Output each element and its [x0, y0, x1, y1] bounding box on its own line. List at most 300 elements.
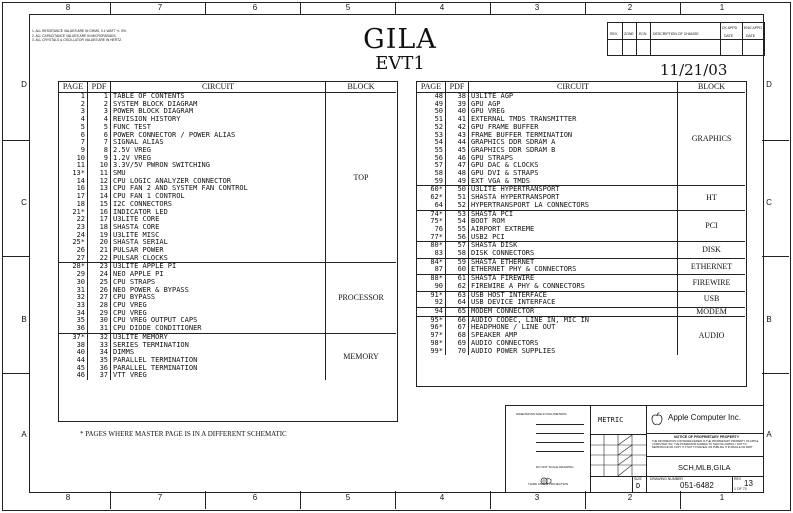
date2-col-label: DATE	[746, 34, 756, 38]
notice-text: THE INFORMATION CONTAINED HEREIN IS THE PROPRIETARY PROPERTY OF APPLE COMPUTER, INC. THE POSSESSOR AGREES TO THE FOLLOWING: I NOT TO REPRODUCE OR COPY IT II NOT TO REVEAL OR PUBLISH IT IN WHOLE OR PART	[652, 440, 759, 449]
page-number: 30	[59, 279, 88, 287]
page-number: 84*	[417, 258, 446, 266]
circuit-name: GPU STRAPS	[469, 155, 678, 163]
pdf-number: 56	[446, 234, 469, 242]
zone-col: 3	[534, 493, 540, 502]
pdf-number: 26	[88, 287, 111, 295]
page-number: 46	[59, 372, 88, 380]
page-number: 92	[417, 299, 446, 307]
page-number: 26	[59, 247, 88, 255]
desc-col-label: DESCRIPTION OF CHANGE	[653, 32, 699, 36]
circuit-name: USB DEVICE INTERFACE	[469, 299, 678, 307]
pdf-number: 46	[446, 155, 469, 163]
pdf-number: 43	[446, 132, 469, 140]
ecn-col-label: ECN	[639, 32, 647, 36]
pdf-number: 35	[88, 357, 111, 365]
pdf-number: 65	[446, 307, 469, 316]
page-header: PAGE	[417, 82, 446, 93]
footnote: * PAGES WHERE MASTER PAGE IS IN A DIFFERENT SCHEMATIC	[80, 430, 287, 438]
toc-row	[417, 210, 745, 218]
circuit-name: PARALLEL TERMINATION	[111, 365, 326, 373]
drawing-title: SCH,MLB,GILA	[678, 463, 731, 472]
pdf-number: 50	[446, 186, 469, 194]
page-number: 23	[59, 224, 88, 232]
page-number: 1	[59, 93, 88, 101]
circuit-name: CPU VREG	[111, 310, 326, 318]
pdf-number: 10	[88, 162, 111, 170]
revision-block	[607, 22, 765, 56]
circuit-name: PULSAR POWER	[111, 247, 326, 255]
page-number: 11	[59, 162, 88, 170]
pdf-number: 49	[446, 178, 469, 186]
circuit-name: TABLE OF CONTENTS	[111, 93, 326, 101]
block-name: GRAPHICS	[691, 134, 732, 144]
zone-col: 8	[65, 493, 71, 502]
circuit-name: AUDIO CODEC, LINE IN, MIC IN	[469, 316, 678, 324]
note-line: 1. ALL RESISTANCE VALUES ARE IN OHMS, 0.1 WATT +/- 5%.	[32, 29, 127, 33]
pdf-number: 53	[446, 210, 469, 218]
circuit-name: CPU DIODE CONDITIONER	[111, 325, 326, 333]
block-name: USB	[678, 291, 746, 307]
zone-row: D	[21, 80, 27, 89]
pdf-number: 24	[88, 271, 111, 279]
page-number: 94	[417, 307, 446, 316]
circuit-name: PARALLEL TERMINATION	[111, 357, 326, 365]
apple-logo-icon	[651, 410, 663, 423]
pdf-number: 69	[446, 340, 469, 348]
pdf-number: 48	[446, 170, 469, 178]
pdf-number: 12	[88, 178, 111, 186]
circuit-name: GRAPHICS DDR SDRAM B	[469, 147, 678, 155]
pdf-number: 8	[88, 147, 111, 155]
page-number: 40	[59, 349, 88, 357]
page-number: 9	[59, 147, 88, 155]
pdf-number: 11	[88, 170, 111, 178]
zone-col: 7	[157, 493, 163, 502]
notice-title: NOTICE OF PROPRIETARY PROPERTY	[674, 435, 740, 439]
pdf-number: 13	[88, 185, 111, 193]
page-number: 56	[417, 155, 446, 163]
page-number: 36	[59, 325, 88, 333]
circuit-name: AUDIO POWER SUPPLIES	[469, 348, 678, 356]
circuit-name: FIREWIRE A PHY & CONNECTORS	[469, 283, 678, 291]
pdf-number: 2	[88, 101, 111, 109]
pdf-number: 14	[88, 193, 111, 201]
page-number: 62*	[417, 194, 446, 202]
circuit-name: SHASTA ETHERNET	[469, 258, 678, 266]
pdf-number: 37	[88, 372, 111, 380]
page-number: 33	[59, 302, 88, 310]
pdf-header: PDF	[446, 82, 469, 93]
pdf-number: 19	[88, 232, 111, 240]
page-number: 58	[417, 170, 446, 178]
circuit-name: 3.3V/5V PWRON SWITCHING	[111, 162, 326, 170]
circuit-name: SHASTA HYPERTRANSPORT	[469, 194, 678, 202]
page-number: 27	[59, 255, 88, 263]
page-number: 59	[417, 178, 446, 186]
pdf-number: 67	[446, 324, 469, 332]
page-number: 35	[59, 317, 88, 325]
page-number: 44	[59, 357, 88, 365]
page-number: 90	[417, 283, 446, 291]
page-number: 53	[417, 132, 446, 140]
zone-col-label: ZONE	[624, 32, 634, 36]
page-number: 74*	[417, 210, 446, 218]
circuit-name: SHASTA FIREWIRE	[469, 275, 678, 283]
pdf-number: 16	[88, 209, 111, 217]
page-number: 50	[417, 108, 446, 116]
pdf-number: 1	[88, 93, 111, 101]
page-number: 99*	[417, 348, 446, 356]
pdf-number: 57	[446, 242, 469, 250]
circuit-name: USB HOST INTERFACE	[469, 291, 678, 299]
drawing-number-label: DRAWING NUMBER	[650, 477, 683, 481]
pdf-number: 33	[88, 342, 111, 350]
circuit-name: SERIES TERMINATION	[111, 342, 326, 350]
pdf-number: 66	[446, 316, 469, 324]
pdf-number: 38	[446, 93, 469, 101]
block-name: FIREWIRE	[678, 275, 746, 291]
circuit-name: FUNC TEST	[111, 124, 326, 132]
zone-row: B	[21, 315, 27, 324]
pdf-number: 18	[88, 224, 111, 232]
circuit-name: NEO APPLE PI	[111, 271, 326, 279]
zone-row: D	[766, 80, 772, 89]
pdf-number: 30	[88, 317, 111, 325]
pdf-number: 47	[446, 162, 469, 170]
circuit-name: SHASTA DISK	[469, 242, 678, 250]
circuit-name: BOOT ROM	[469, 218, 678, 226]
circuit-name: SHASTA SERIAL	[111, 239, 326, 247]
toc-row	[417, 186, 745, 194]
block-name: MODEM	[678, 307, 746, 316]
zone-col: 2	[627, 493, 633, 502]
page-number: 51	[417, 116, 446, 124]
circuit-name: DIMMS	[111, 349, 326, 357]
page-title: GILA	[363, 24, 437, 55]
pdf-number: 31	[88, 325, 111, 333]
pdf-number: 51	[446, 194, 469, 202]
page-number: 29	[59, 271, 88, 279]
pdf-number: 15	[88, 201, 111, 209]
page-number: 14	[59, 178, 88, 186]
pdf-number: 44	[446, 139, 469, 147]
pdf-number: 21	[88, 247, 111, 255]
block-name: AUDIO	[678, 316, 746, 355]
zone-col: 4	[439, 493, 445, 502]
company-name: Apple Computer Inc.	[668, 413, 741, 422]
page-number: 95*	[417, 316, 446, 324]
circuit-name: 2.5V VREG	[111, 147, 326, 155]
ck-col-label: CK APPD	[722, 26, 738, 30]
sheet-info: 1 OF 70	[734, 487, 747, 491]
page-number: 88*	[417, 275, 446, 283]
pdf-header: PDF	[88, 82, 111, 93]
page-number: 24	[59, 232, 88, 240]
zone-row: B	[766, 315, 772, 324]
pdf-number: 9	[88, 155, 111, 163]
page-number: 7	[59, 139, 88, 147]
block-header: BLOCK	[678, 82, 746, 93]
block-name: DISK	[678, 242, 746, 258]
finish-grid	[590, 435, 646, 476]
page-number: 75*	[417, 218, 446, 226]
circuit-name: MODEM CONNECTOR	[469, 307, 678, 316]
page-number: 49	[417, 101, 446, 109]
pdf-number: 45	[446, 147, 469, 155]
third-angle-icon	[540, 470, 552, 478]
pdf-number: 52	[446, 202, 469, 210]
page-number: 38	[59, 342, 88, 350]
pdf-number: 28	[88, 302, 111, 310]
circuit-name: CPU VREG	[111, 302, 326, 310]
left-toc-table	[59, 82, 396, 380]
page-number: 22	[59, 216, 88, 224]
zone-row: A	[766, 430, 772, 439]
size-value: D	[636, 482, 641, 490]
circuit-name: INDICATOR LED	[111, 209, 326, 217]
circuit-name: FRAME BUFFER TERMINATION	[469, 132, 678, 140]
pdf-number: 58	[446, 250, 469, 258]
pdf-number: 63	[446, 291, 469, 299]
right-toc-table	[417, 82, 745, 355]
circuit-name: AIRPORT EXTREME	[469, 226, 678, 234]
page-number: 64	[417, 202, 446, 210]
page-number: 77*	[417, 234, 446, 242]
circuit-name: CPU LOGIC ANALYZER CONNECTOR	[111, 178, 326, 186]
page-number: 55	[417, 147, 446, 155]
page-number: 18	[59, 201, 88, 209]
zone-col: 4	[439, 3, 445, 12]
circuit-name: EXT VGA & TMDS	[469, 178, 678, 186]
page-header: PAGE	[59, 82, 88, 93]
circuit-name: DISK CONNECTORS	[469, 250, 678, 258]
circuit-name: GPU FRAME BUFFER	[469, 124, 678, 132]
circuit-name: U3LITE MEMORY	[111, 333, 326, 341]
toc-row	[59, 333, 396, 341]
page-number: 91*	[417, 291, 446, 299]
circuit-name: CPU FAN 1 CONTROL	[111, 193, 326, 201]
zone-col: 3	[534, 3, 540, 12]
page-number: 34	[59, 310, 88, 318]
page-number: 17	[59, 193, 88, 201]
page-number: 87	[417, 266, 446, 274]
pdf-number: 42	[446, 124, 469, 132]
tolerances-label: DIMENSIONS ARE IN MILLIMETERS	[516, 412, 567, 416]
eng-col-label: ENG APPD	[744, 26, 762, 30]
page-number: 10	[59, 155, 88, 163]
do-not-scale: DO NOT SCALE DRAWING	[536, 465, 574, 469]
pdf-number: 62	[446, 283, 469, 291]
circuit-name: SYSTEM BLOCK DIAGRAM	[111, 101, 326, 109]
page-number: 76	[417, 226, 446, 234]
pdf-number: 6	[88, 132, 111, 140]
page-number: 5	[59, 124, 88, 132]
drawing-date: 11/21/03	[660, 61, 728, 79]
toc-row	[417, 291, 745, 299]
pdf-number: 3	[88, 108, 111, 116]
pdf-number: 59	[446, 258, 469, 266]
size-label: SIZE	[634, 477, 642, 481]
page-number: 21*	[59, 209, 88, 217]
rev-label: REV	[734, 477, 742, 481]
page-number: 97*	[417, 332, 446, 340]
page-number: 3	[59, 108, 88, 116]
zone-col: 6	[252, 3, 258, 12]
circuit-name: GPU DAC & CLOCKS	[469, 162, 678, 170]
toc-row	[417, 307, 745, 316]
circuit-name: GPU VREG	[469, 108, 678, 116]
toc-row	[417, 258, 745, 266]
circuit-name: SHASTA PCI	[469, 210, 678, 218]
pdf-number: 22	[88, 255, 111, 263]
page-number: 6	[59, 132, 88, 140]
pdf-number: 27	[88, 294, 111, 302]
circuit-name: I2C CONNECTORS	[111, 201, 326, 209]
page-number: 32	[59, 294, 88, 302]
zone-col: 2	[627, 3, 633, 12]
pdf-number: 5	[88, 124, 111, 132]
circuit-name: ETHERNET PHY & CONNECTORS	[469, 266, 678, 274]
pdf-number: 17	[88, 216, 111, 224]
circuit-name: HEADPHONE / LINE OUT	[469, 324, 678, 332]
third-angle-label: THIRD ANGLE PROJECTION	[528, 482, 569, 486]
circuit-name: VTT VREG	[111, 372, 326, 380]
block-name: TOP	[353, 172, 369, 182]
zone-col: 1	[719, 493, 725, 502]
zone-col: 6	[252, 493, 258, 502]
circuit-name: USB2 PCI	[469, 234, 678, 242]
circuit-name: GRAPHICS DDR SDRAM A	[469, 139, 678, 147]
page-number: 28*	[59, 263, 88, 271]
circuit-name: SHASTA CORE	[111, 224, 326, 232]
circuit-name: POWER CONNECTOR / POWER ALIAS	[111, 132, 326, 140]
date-col-label: DATE	[724, 34, 734, 38]
page-number: 98*	[417, 340, 446, 348]
toc-row	[417, 316, 745, 324]
block-name: ETHERNET	[678, 258, 746, 274]
page-number: 54	[417, 139, 446, 147]
circuit-name: CPU FAN 2 AND SYSTEM FAN CONTROL	[111, 185, 326, 193]
circuit-name: NEO POWER & BYPASS	[111, 287, 326, 295]
zone-row: C	[21, 198, 27, 207]
pdf-number: 68	[446, 332, 469, 340]
pdf-number: 23	[88, 263, 111, 271]
toc-row	[59, 263, 396, 271]
pdf-number: 61	[446, 275, 469, 283]
circuit-name: U3LITE HYPERTRANSPORT	[469, 186, 678, 194]
page-number: 25*	[59, 239, 88, 247]
circuit-name: 1.2V VREG	[111, 155, 326, 163]
title-block	[505, 405, 764, 493]
circuit-name: AUDIO CONNECTORS	[469, 340, 678, 348]
circuit-name: CPU VREG OUTPUT CAPS	[111, 317, 326, 325]
circuit-name: HYPERTRANSPORT LA CONNECTORS	[469, 202, 678, 210]
circuit-name: POWER BLOCK DIAGRAM	[111, 108, 326, 116]
circuit-name: PULSAR CLOCKS	[111, 255, 326, 263]
page-number: 45	[59, 365, 88, 373]
pdf-number: 20	[88, 239, 111, 247]
circuit-name: U3LITE CORE	[111, 216, 326, 224]
pdf-number: 34	[88, 349, 111, 357]
circuit-name: U3LITE AGP	[469, 93, 678, 101]
note-line: 3. ALL CRYSTALS & OSCILLATOR VALUES ARE IN HERTZ.	[32, 38, 123, 43]
page-subtitle: EVT1	[375, 53, 425, 74]
circuit-name: SIGNAL ALIAS	[111, 139, 326, 147]
page-number: 16	[59, 185, 88, 193]
zone-col: 8	[65, 3, 71, 12]
zone-row: A	[21, 430, 27, 439]
page-number: 52	[417, 124, 446, 132]
circuit-name: GPU DVI & STRAPS	[469, 170, 678, 178]
zone-col: 5	[345, 3, 351, 12]
pdf-number: 7	[88, 139, 111, 147]
block-name: HT	[678, 186, 746, 210]
zone-row: C	[766, 198, 772, 207]
page-number: 2	[59, 101, 88, 109]
circuit-name: SMU	[111, 170, 326, 178]
pdf-number: 25	[88, 279, 111, 287]
block-header: BLOCK	[326, 82, 397, 93]
metric-label: METRIC	[598, 416, 624, 424]
zone-col: 1	[719, 3, 725, 12]
page-number: 83	[417, 250, 446, 258]
pdf-number: 40	[446, 108, 469, 116]
block-name: PROCESSOR	[326, 263, 397, 333]
circuit-name: CPU BYPASS	[111, 294, 326, 302]
circuit-name: U3LITE APPLE PI	[111, 263, 326, 271]
circuit-name: EXTERNAL TMDS TRANSMITTER	[469, 116, 678, 124]
circuit-name: GPU AGP	[469, 101, 678, 109]
page-number: 48	[417, 93, 446, 101]
page-number: 31	[59, 287, 88, 295]
toc-row	[59, 93, 396, 101]
zone-col: 7	[157, 3, 163, 12]
circuit-name: REVISION HISTORY	[111, 116, 326, 124]
pdf-number: 54	[446, 218, 469, 226]
pdf-number: 39	[446, 101, 469, 109]
toc-row	[417, 93, 745, 101]
page-number: 37*	[59, 333, 88, 341]
rev-value: 13	[744, 479, 753, 488]
circuit-header: CIRCUIT	[469, 82, 678, 93]
page-number: 4	[59, 116, 88, 124]
pdf-number: 32	[88, 333, 111, 341]
circuit-name: SPEAKER AMP	[469, 332, 678, 340]
pdf-number: 4	[88, 116, 111, 124]
pdf-number: 60	[446, 266, 469, 274]
rev-col-label: REV	[610, 32, 618, 36]
general-notes	[32, 29, 127, 43]
pdf-number: 70	[446, 348, 469, 356]
page-number: 60*	[417, 186, 446, 194]
page-number: 80*	[417, 242, 446, 250]
block-name: PCI	[678, 210, 746, 242]
circuit-name: CPU STRAPS	[111, 279, 326, 287]
pdf-number: 64	[446, 299, 469, 307]
page-number: 13*	[59, 170, 88, 178]
circuit-name: U3LITE MISC	[111, 232, 326, 240]
toc-row	[417, 242, 745, 250]
pdf-number: 29	[88, 310, 111, 318]
page-number: 57	[417, 162, 446, 170]
pdf-number: 55	[446, 226, 469, 234]
page-number: 96*	[417, 324, 446, 332]
circuit-header: CIRCUIT	[111, 82, 326, 93]
block-name: MEMORY	[326, 333, 397, 380]
zone-col: 5	[345, 493, 351, 502]
note-line: 2. ALL CAPACITANCE VALUES ARE IN MICROFARADS.	[32, 33, 117, 38]
